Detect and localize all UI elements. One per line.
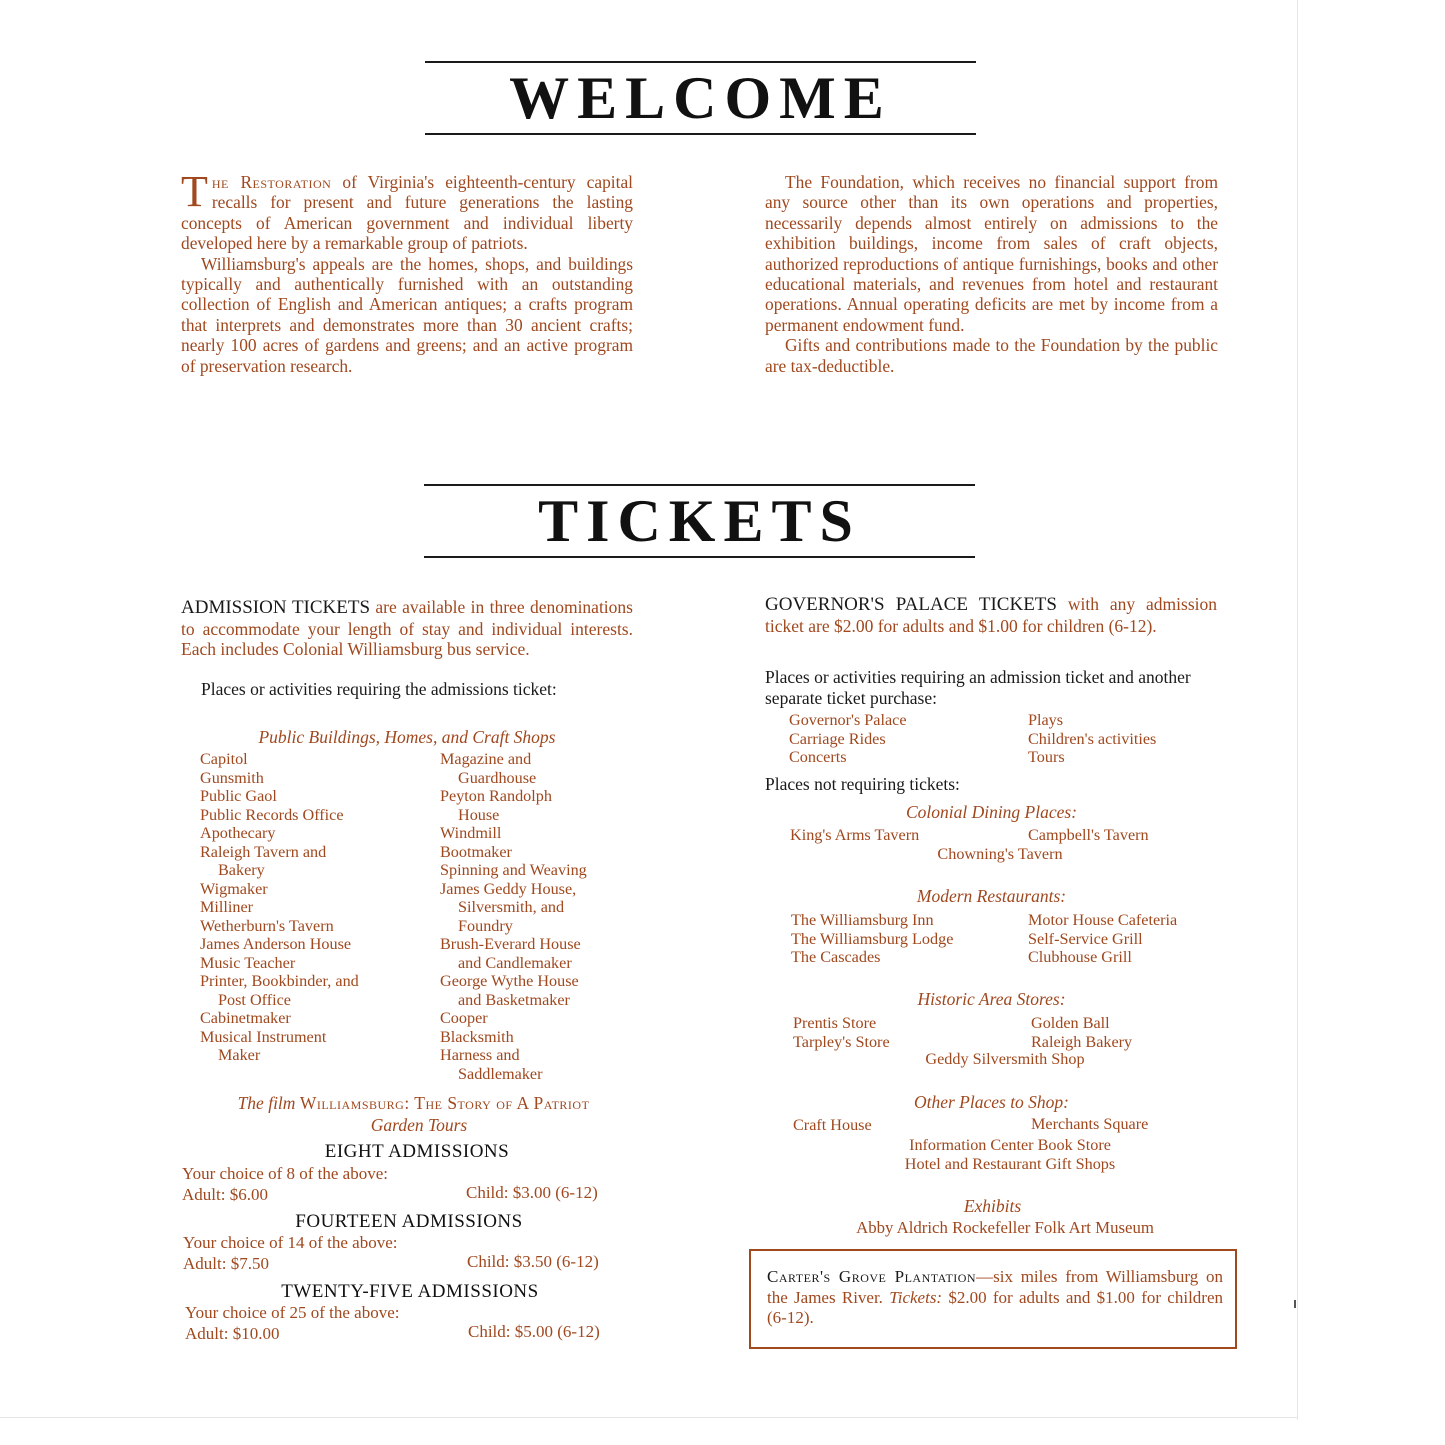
list-item: James Geddy House, bbox=[440, 879, 577, 898]
list-item: Peyton Randolph bbox=[440, 787, 552, 805]
welcome-right-paragraph-1: The Foundation, which receives no financial support from any source other than its own operations and properties, necessarily depends almost entirely on admissions to the exhibition buildings, income from sales of craft objects, authorized reproductions of antique furnishings, books and other educational materials, and revenues from hotel and restaurant operations. Annual operating deficits are met by income from a permanent endowment fund. bbox=[765, 172, 1218, 335]
colonial-dining-heading: Colonial Dining Places: bbox=[905, 802, 1078, 822]
dining-item-right: Campbell's Tavern bbox=[1028, 826, 1149, 844]
list-item: Wetherburn's Tavern bbox=[200, 916, 334, 935]
list-item: Milliner bbox=[200, 898, 254, 916]
shop-item-right: Merchants Square bbox=[1031, 1115, 1149, 1133]
list-item: Self-Service Grill bbox=[1028, 929, 1143, 948]
exhibits-item: Abby Aldrich Rockefeller Folk Art Museum bbox=[856, 1218, 1154, 1237]
modern-restaurants-heading: Modern Restaurants: bbox=[916, 886, 1067, 906]
twentyfive-admissions-adult: Adult: $10.00 bbox=[185, 1324, 280, 1343]
palace-tickets-text: with any admission ticket are $2.00 for adults and $1.00 for children (6-12). bbox=[765, 594, 1217, 636]
list-item: Spinning and Weaving bbox=[440, 861, 587, 879]
carters-grove-tickets-label: Tickets: bbox=[889, 1287, 943, 1307]
welcome-left-paragraph-1 bbox=[181, 167, 633, 254]
list-item: Children's activities bbox=[1028, 729, 1157, 748]
list-item: Tours bbox=[1028, 748, 1065, 766]
film-line bbox=[181, 1093, 646, 1114]
tickets-rule-bottom bbox=[424, 556, 975, 558]
exhibits-heading: Exhibits bbox=[963, 1196, 1022, 1216]
historic-stores-heading: Historic Area Stores: bbox=[917, 989, 1066, 1009]
list-item: Public Records Office bbox=[200, 805, 344, 824]
list-item: The Cascades bbox=[791, 948, 881, 966]
modern-list-right bbox=[1028, 911, 1228, 967]
margin-mark bbox=[1294, 1300, 1296, 1308]
list-item: Printer, Bookbinder, and bbox=[200, 972, 359, 990]
list-item: Guardhouse bbox=[458, 768, 537, 787]
dining-item-left: King's Arms Tavern bbox=[790, 826, 920, 844]
list-item: Raleigh Bakery bbox=[1031, 1032, 1133, 1051]
list-item: Brush-Everard House bbox=[440, 935, 581, 953]
list-item: Tarpley's Store bbox=[793, 1032, 890, 1051]
film-title: Williamsburg: The Story of A Patriot bbox=[299, 1093, 590, 1113]
list-item: and Candlemaker bbox=[458, 953, 572, 972]
welcome-left-paragraph-2: Williamsburg's appeals are the homes, shops, and buildings typically and authentically furnished with an outstanding collection of English and American antiques; a crafts program that interprets and demonstrates more than 30 ancient crafts; nearly 100 acres of gardens and greens; and an active program of preservation research. bbox=[181, 253, 633, 376]
requiring-admission-text: Places or activities requiring the admissions ticket: bbox=[201, 679, 557, 699]
list-item: Harness and bbox=[440, 1046, 520, 1064]
fourteen-admissions-adult: Adult: $7.50 bbox=[183, 1254, 269, 1273]
list-item: Bootmaker bbox=[440, 842, 512, 861]
list-item: and Basketmaker bbox=[458, 990, 570, 1009]
list-item: Blacksmith bbox=[440, 1027, 514, 1046]
list-item: Silversmith, and bbox=[458, 898, 565, 916]
list-item: Gunsmith bbox=[200, 768, 264, 787]
welcome-right-column bbox=[765, 172, 1218, 376]
list-item: Carriage Rides bbox=[789, 729, 886, 748]
list-item: Raleigh Tavern and bbox=[200, 842, 327, 861]
welcome-rule-bottom bbox=[425, 133, 976, 135]
list-item: Governor's Palace bbox=[789, 711, 907, 729]
list-item: Concerts bbox=[789, 748, 847, 766]
list-item: Public Gaol bbox=[200, 787, 277, 805]
list-item: House bbox=[458, 805, 500, 824]
list-item: Post Office bbox=[218, 990, 291, 1009]
public-buildings-heading: Public Buildings, Homes, and Craft Shops bbox=[258, 727, 556, 747]
list-item: James Anderson House bbox=[200, 935, 352, 953]
welcome-rule-top bbox=[425, 61, 976, 63]
list-item: Motor House Cafeteria bbox=[1028, 911, 1178, 929]
list-item: Foundry bbox=[458, 916, 513, 935]
twentyfive-admissions-choice: Your choice of 25 of the above: bbox=[185, 1303, 400, 1322]
other-shops-heading: Other Places to Shop: bbox=[913, 1092, 1070, 1112]
carters-grove-box bbox=[749, 1249, 1237, 1349]
separate-list-left bbox=[789, 711, 1019, 767]
list-item: The Williamsburg Lodge bbox=[791, 929, 954, 948]
page-edge-right bbox=[1297, 0, 1298, 1420]
eight-admissions-title: EIGHT ADMISSIONS bbox=[324, 1141, 510, 1162]
welcome-left-p1-text: of Virginia's eighteenth-century capital recalls for present and future generations the lasting concepts of American government and individual liberty developed here by a remarkable group of patriots. bbox=[181, 172, 633, 254]
fourteen-admissions-choice: Your choice of 14 of the above: bbox=[183, 1233, 398, 1252]
palace-tickets-intro bbox=[765, 594, 1217, 636]
separate-list-right bbox=[1028, 711, 1218, 767]
list-item: Wigmaker bbox=[200, 879, 268, 898]
restoration-smallcaps: he Restoration bbox=[211, 172, 332, 192]
modern-list-left bbox=[791, 911, 1021, 967]
list-item: Maker bbox=[218, 1046, 261, 1064]
list-item: Saddlemaker bbox=[458, 1064, 543, 1083]
public-buildings-list-right bbox=[440, 750, 640, 1083]
list-item: Windmill bbox=[440, 824, 502, 842]
dining-item-center: Chowning's Tavern bbox=[937, 845, 1063, 863]
eight-admissions-choice: Your choice of 8 of the above: bbox=[182, 1164, 389, 1183]
list-item: Clubhouse Grill bbox=[1028, 948, 1132, 966]
list-item: Cooper bbox=[440, 1009, 488, 1027]
stores-list-left bbox=[793, 1014, 1023, 1051]
twentyfive-admissions-title: TWENTY-FIVE ADMISSIONS bbox=[281, 1281, 539, 1302]
list-item: Bakery bbox=[218, 861, 265, 879]
admission-text: are available in three denominations to accommodate your length of stay and individual interests. Each includes Colonial Williamsburg bus service. bbox=[181, 597, 633, 660]
garden-tours: Garden Tours bbox=[370, 1115, 468, 1135]
welcome-left-column bbox=[181, 167, 633, 376]
carters-grove-title: Carter's Grove Plantation bbox=[767, 1267, 977, 1286]
list-item: Golden Ball bbox=[1031, 1014, 1110, 1032]
separate-ticket-text: Places or activities requiring an admission ticket and another separate ticket purchase: bbox=[765, 667, 1191, 708]
list-item: Cabinetmaker bbox=[200, 1009, 291, 1027]
admission-title: ADMISSION TICKETS bbox=[181, 597, 371, 618]
film-prefix: The film bbox=[237, 1093, 300, 1113]
list-item: Capitol bbox=[200, 750, 248, 768]
stores-item-center: Geddy Silversmith Shop bbox=[925, 1050, 1085, 1068]
public-buildings-list-left bbox=[200, 750, 435, 1065]
list-item: Apothecary bbox=[200, 824, 276, 842]
fourteen-admissions-title: FOURTEEN ADMISSIONS bbox=[295, 1211, 523, 1232]
list-item: George Wythe House bbox=[440, 972, 579, 990]
eight-admissions-adult: Adult: $6.00 bbox=[182, 1185, 268, 1204]
welcome-right-paragraph-2: Gifts and contributions made to the Foundation by the public are tax-deductible. bbox=[765, 335, 1218, 376]
shop-item-left: Craft House bbox=[793, 1116, 872, 1134]
list-item: Prentis Store bbox=[793, 1014, 877, 1032]
tickets-heading: TICKETS bbox=[538, 488, 861, 554]
stores-list-right bbox=[1031, 1014, 1231, 1051]
list-item: Musical Instrument bbox=[200, 1027, 327, 1046]
carters-grove-description: —six miles from Williamsburg on the James River. bbox=[767, 1267, 1223, 1307]
eight-admissions-child: Child: $3.00 (6-12) bbox=[466, 1183, 598, 1202]
carters-grove-text bbox=[767, 1267, 1223, 1329]
carters-grove-prices: $2.00 for adults and $1.00 for children (6-12). bbox=[767, 1287, 1223, 1327]
palace-tickets-title: GOVERNOR'S PALACE TICKETS bbox=[765, 594, 1057, 615]
dropcap-letter: T bbox=[181, 167, 208, 216]
not-requiring-text: Places not requiring tickets: bbox=[765, 774, 960, 794]
admission-intro bbox=[181, 597, 633, 660]
twentyfive-admissions-child: Child: $5.00 (6-12) bbox=[468, 1322, 600, 1341]
fourteen-admissions-child: Child: $3.50 (6-12) bbox=[467, 1252, 599, 1271]
list-item: Information Center Book Store bbox=[909, 1136, 1111, 1154]
tickets-rule-top bbox=[424, 484, 975, 486]
list-item: Magazine and bbox=[440, 750, 532, 768]
page-edge-bottom bbox=[0, 1417, 1298, 1418]
shop-center-list bbox=[765, 1136, 1255, 1173]
list-item: Plays bbox=[1028, 711, 1064, 729]
list-item: Hotel and Restaurant Gift Shops bbox=[904, 1154, 1116, 1173]
list-item: Music Teacher bbox=[200, 953, 296, 972]
list-item: The Williamsburg Inn bbox=[791, 911, 934, 929]
welcome-heading: WELCOME bbox=[509, 65, 892, 131]
